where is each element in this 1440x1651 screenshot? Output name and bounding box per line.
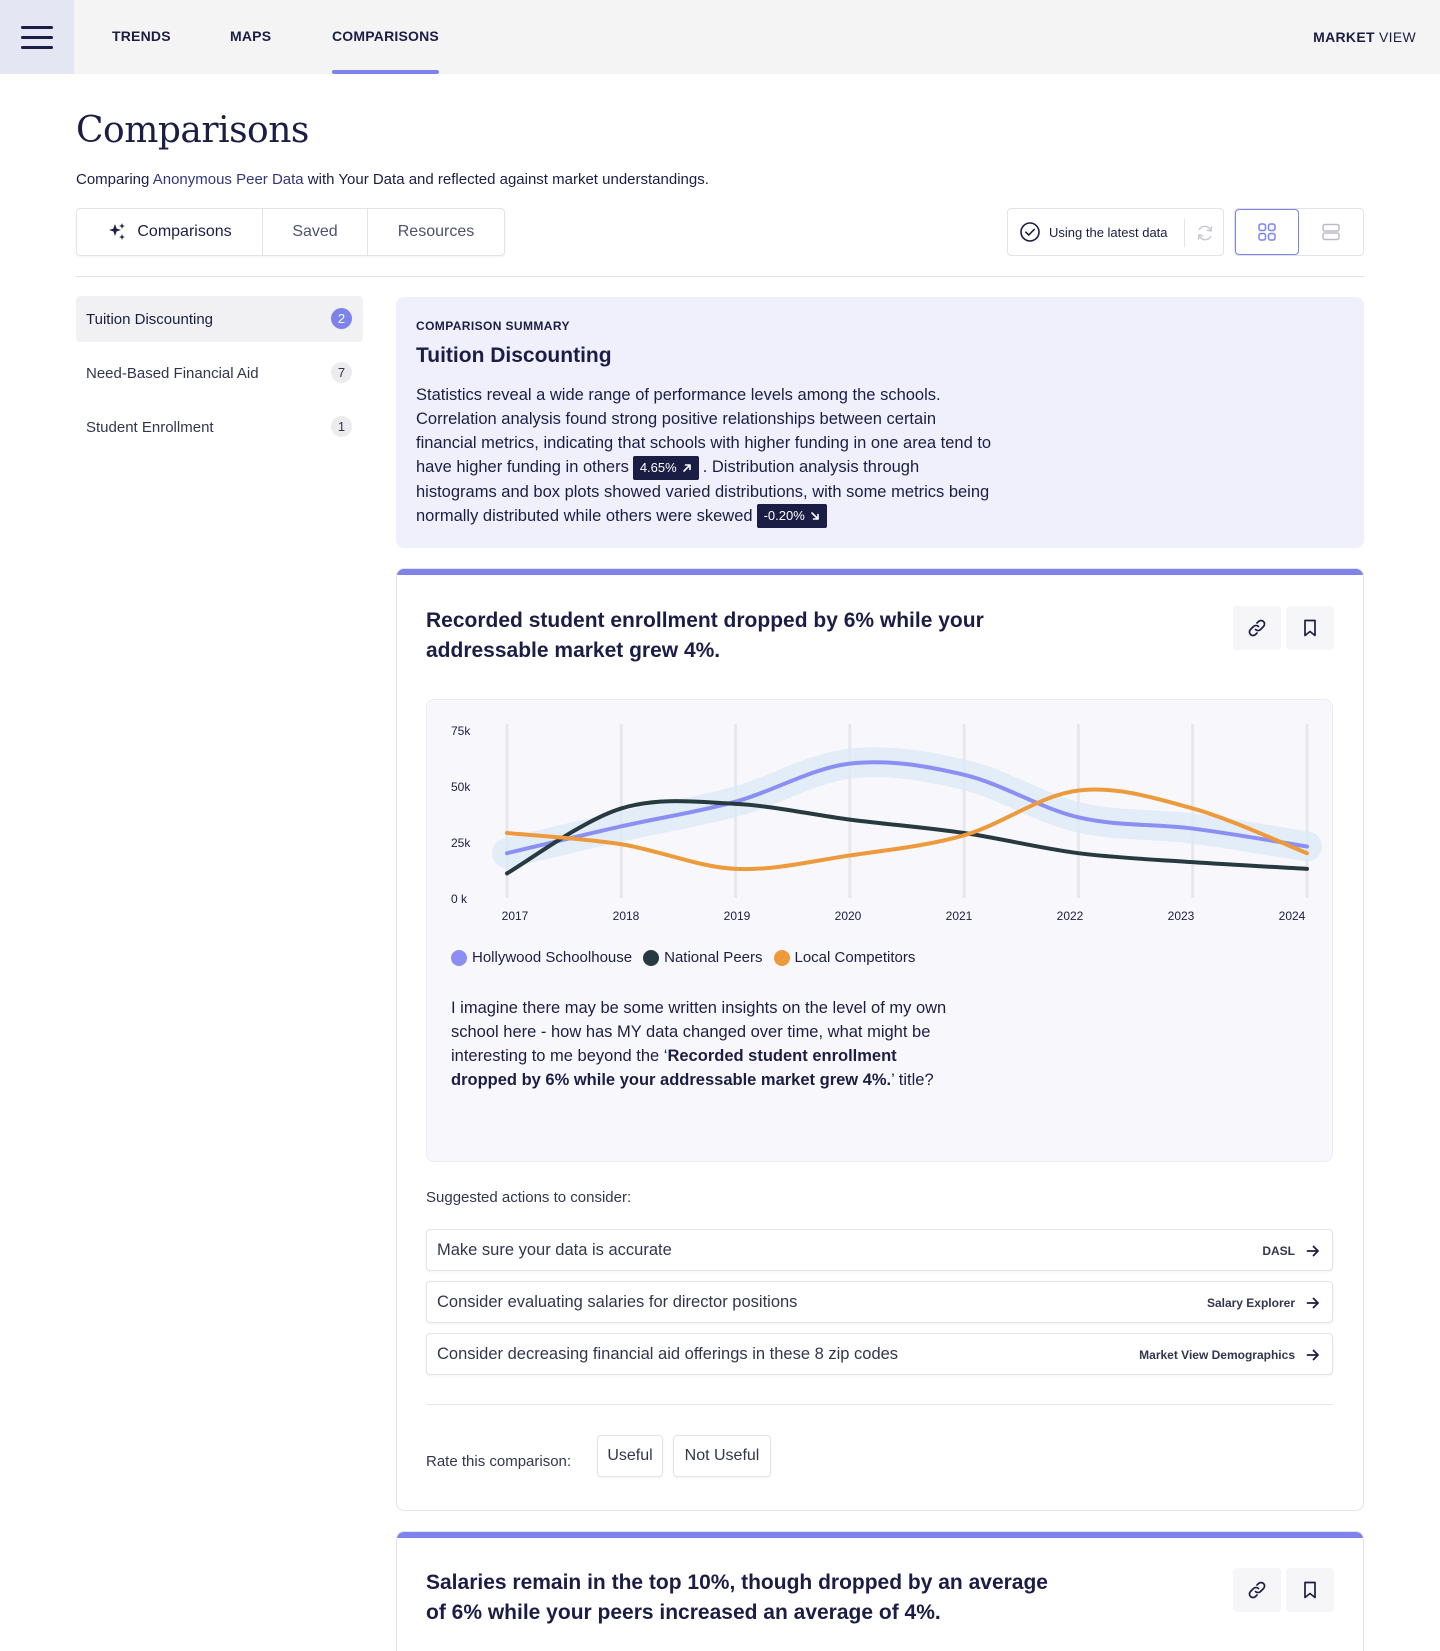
- x-tick-label: 2022: [1056, 909, 1084, 923]
- count-badge: 2: [331, 308, 352, 329]
- tab-comparisons[interactable]: Comparisons: [77, 209, 263, 255]
- bookmark-button[interactable]: [1286, 606, 1334, 650]
- page-title: Comparisons: [76, 110, 309, 151]
- active-nav-indicator: [332, 70, 439, 74]
- arrow-right-icon: [1305, 1295, 1321, 1311]
- bookmark-icon: [1299, 1579, 1321, 1601]
- tab-bar: [76, 208, 505, 256]
- grid-view-button[interactable]: [1235, 209, 1299, 255]
- nav-comparisons[interactable]: COMPARISONS: [332, 28, 439, 44]
- count-badge: 7: [331, 362, 352, 383]
- action-item[interactable]: Make sure your data is accurate DASL: [426, 1229, 1333, 1271]
- suggested-actions-label: Suggested actions to consider:: [426, 1189, 632, 1206]
- x-tick-label: 2017: [501, 909, 529, 923]
- arrow-down-right-icon: [810, 511, 820, 521]
- legend-item-local-competitors[interactable]: Local Competitors: [774, 949, 916, 966]
- brand-logo: MARKET VIEW: [1313, 29, 1416, 45]
- sparkle-icon: [107, 222, 127, 242]
- x-tick-label: 2018: [612, 909, 640, 923]
- check-circle-icon: [1019, 221, 1041, 243]
- summary-body: Statistics reveal a wide range of performance levels among the schools. Correlation analysis found strong positive relationships between certain financial metrics, indicating that schools with higher funding in one area tend to have higher funding in others 4.65% . Distribution analysis through histograms and box plots showed varied distributions, with some metrics being normally distributed while others were skewed -0.20%: [416, 383, 996, 528]
- grid-icon: [1256, 221, 1278, 243]
- useful-button[interactable]: Useful: [597, 1435, 663, 1477]
- comparison-card: [396, 568, 1364, 1511]
- y-tick-label: 25k: [451, 836, 471, 850]
- link-icon: [1246, 1579, 1268, 1601]
- list-view-button[interactable]: [1299, 209, 1363, 255]
- x-tick-label: 2021: [945, 909, 973, 923]
- nav-trends[interactable]: TRENDS: [112, 28, 171, 44]
- arrow-up-right-icon: [682, 463, 692, 473]
- sidebar-item-need-based-financial-aid[interactable]: Need-Based Financial Aid 7: [76, 350, 363, 396]
- page-subtitle: Comparing Anonymous Peer Data with Your Data and reflected against market understandings.: [76, 171, 709, 188]
- link-icon: [1246, 617, 1268, 639]
- chart-legend: [451, 949, 926, 966]
- x-tick-label: 2024: [1278, 909, 1306, 923]
- top-navigation: [0, 0, 1440, 74]
- card-title: Recorded student enrollment dropped by 6% while your addressable market grew 4%.: [426, 609, 984, 662]
- status-text: Using the latest data: [1049, 224, 1168, 240]
- summary-kicker: COMPARISON SUMMARY: [416, 319, 570, 333]
- data-status: [1007, 208, 1224, 256]
- not-useful-button[interactable]: Not Useful: [673, 1435, 771, 1477]
- copy-link-button[interactable]: [1233, 606, 1281, 650]
- insight-text: I imagine there may be some written insights on the level of my own school here - how has MY data changed over time, what might be interesting to me beyond the ‘Recorded student enrollment dropped by 6% while your addressable market grew 4%.’ title?: [451, 999, 947, 1089]
- list-icon: [1320, 221, 1342, 243]
- comparison-summary: [396, 297, 1364, 548]
- copy-link-button[interactable]: [1233, 1568, 1281, 1612]
- view-toggle: [1234, 208, 1364, 256]
- count-badge: 1: [331, 416, 352, 437]
- rate-label: Rate this comparison:: [426, 1453, 572, 1470]
- sidebar-item-student-enrollment[interactable]: Student Enrollment 1: [76, 404, 363, 450]
- refresh-icon[interactable]: [1194, 222, 1216, 244]
- legend-item-national-peers[interactable]: National Peers: [643, 949, 762, 966]
- x-tick-label: 2023: [1167, 909, 1195, 923]
- nav-maps[interactable]: MAPS: [230, 28, 272, 44]
- header-divider: [76, 276, 1364, 277]
- chart-container: [426, 699, 1333, 1162]
- sidebar-item-tuition-discounting[interactable]: Tuition Discounting 2: [76, 296, 363, 342]
- bookmark-icon: [1299, 617, 1321, 639]
- comparison-card: [396, 1531, 1364, 1651]
- y-tick-label: 50k: [451, 780, 471, 794]
- action-item[interactable]: Consider evaluating salaries for director positions Salary Explorer: [426, 1281, 1333, 1323]
- summary-title: Tuition Discounting: [416, 344, 612, 367]
- positive-change-badge: 4.65%: [633, 456, 699, 480]
- hamburger-menu-icon[interactable]: [0, 0, 74, 74]
- line-chart: [427, 700, 1332, 940]
- y-tick-label: 75k: [451, 724, 471, 738]
- negative-change-badge: -0.20%: [757, 504, 827, 528]
- action-item[interactable]: Consider decreasing financial aid offerings in these 8 zip codes Market View Demographics: [426, 1333, 1333, 1375]
- x-tick-label: 2020: [834, 909, 862, 923]
- arrow-right-icon: [1305, 1243, 1321, 1259]
- tab-saved[interactable]: Saved: [263, 209, 368, 255]
- tab-resources[interactable]: Resources: [397, 223, 475, 240]
- arrow-right-icon: [1305, 1347, 1321, 1363]
- bookmark-button[interactable]: [1286, 1568, 1334, 1612]
- card-title: Salaries remain in the top 10%, though dropped by an average of 6% while your peers increased an average of 4%.: [426, 1571, 1048, 1624]
- y-tick-label: 0 k: [451, 892, 468, 906]
- legend-item-hollywood-schoolhouse[interactable]: Hollywood Schoolhouse: [451, 949, 632, 966]
- x-tick-label: 2019: [723, 909, 751, 923]
